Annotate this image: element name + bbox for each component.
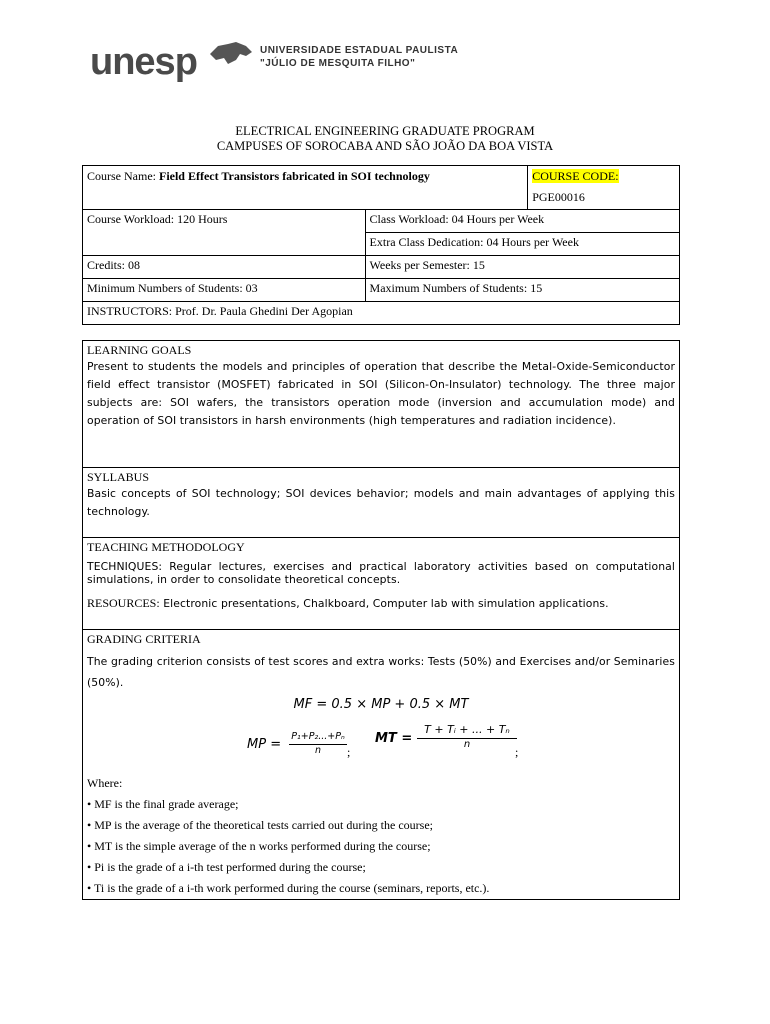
course-name: Field Effect Transistors fabricated in SOI technology	[158, 169, 430, 183]
formula-mf: MF = 0.5 × MP + 0.5 × MT	[293, 697, 469, 712]
map-icon	[206, 40, 254, 70]
syllabus-section	[83, 468, 680, 538]
university-name: UNIVERSIDADE ESTADUAL PAULISTA "JÚLIO DE MESQUITA FILHO"	[260, 45, 459, 69]
course-info-table	[82, 165, 680, 325]
bullet-mp: • MP is the average of the theoretical tests carried out during the course;	[87, 818, 433, 832]
resources-line: RESOURCES: Electronic presentations, Chalkboard, Computer lab with simulation applications.	[87, 596, 609, 610]
formula-mt-lhs: MT =	[375, 731, 413, 746]
grading-criteria-section	[83, 630, 680, 900]
bullet-mt: • MT is the simple average of the n works performed during the course;	[87, 839, 431, 853]
course-content-table	[82, 340, 680, 900]
bullet-mf: • MF is the final grade average;	[87, 797, 239, 811]
extra-class-dedication: Extra Class Dedication: 04 Hours per Week	[365, 233, 679, 256]
syllabus-title: SYLLABUS	[87, 470, 150, 484]
credits: Credits: 08	[83, 256, 366, 279]
course-code-cell	[528, 166, 680, 210]
bullet-pi: • Pi is the grade of a i-th test performed during the course;	[87, 860, 366, 874]
teaching-title: TEACHING METHODOLOGY	[87, 540, 245, 554]
course-workload: Course Workload: 120 Hours	[83, 210, 366, 256]
techniques-text: TECHNIQUES: Regular lectures, exercises and practical laboratory activities based on computational simulations, in order to consolidate theoretical concepts.	[87, 560, 675, 586]
max-students: Maximum Numbers of Students: 15	[365, 279, 679, 302]
weeks-per-semester: Weeks per Semester: 15	[365, 256, 679, 279]
learning-goals-section	[83, 341, 680, 468]
formula-row: MP = P₁+P₂...+Pₙ n ; MT = T + Tᵢ + ... + Tₙ n ;	[247, 723, 519, 759]
syllabus-text: Basic concepts of SOI technology; SOI devices behavior; models and main advantages of applying this technology.	[87, 487, 675, 518]
min-students: Minimum Numbers of Students: 03	[83, 279, 366, 302]
formula-mp-fraction: P₁+P₂...+Pₙ n	[289, 731, 347, 756]
logo-wordmark: unesp	[90, 41, 197, 83]
course-code: PGE00016	[532, 190, 585, 204]
grading-title: GRADING CRITERIA	[87, 632, 201, 646]
bullet-ti: • Ti is the grade of a i-th work performed during the course (seminars, reports, etc.).	[87, 881, 490, 895]
class-workload: Class Workload: 04 Hours per Week	[365, 210, 679, 233]
course-name-cell: Course Name: Field Effect Transistors fabricated in SOI technology	[83, 166, 528, 210]
formula-mt-fraction: T + Tᵢ + ... + Tₙ n	[417, 723, 517, 750]
grading-text: The grading criterion consists of test scores and extra works: Tests (50%) and Exercises and/or Seminaries (50%).	[87, 655, 675, 689]
where-list	[87, 773, 675, 899]
teaching-methodology-section	[83, 538, 680, 630]
learning-goals-title: LEARNING GOALS	[87, 343, 192, 357]
course-code-label: COURSE CODE:	[532, 169, 619, 183]
formula-mp-lhs: MP =	[247, 737, 282, 752]
instructors: INSTRUCTORS: Prof. Dr. Paula Ghedini Der Agopian	[83, 302, 680, 325]
learning-goals-text: Present to students the models and principles of operation that describe the Metal-Oxide-Semiconductor field effect transistor (MOSFET) fabricated in SOI (Silicon-On-Insulator) technology. The three major subjects are: SOI wafers, the transistors operation mode (inversion and accumulation mode) and operation of SOI transistors in harsh environments (high temperatures and radiation incidence).	[87, 360, 675, 427]
program-title: ELECTRICAL ENGINEERING GRADUATE PROGRAM	[235, 124, 535, 138]
unesp-logo	[88, 38, 508, 88]
where-label: Where:	[87, 776, 123, 790]
campus-title: CAMPUSES OF SOROCABA AND SÃO JOÃO DA BOA VISTA	[216, 139, 554, 153]
